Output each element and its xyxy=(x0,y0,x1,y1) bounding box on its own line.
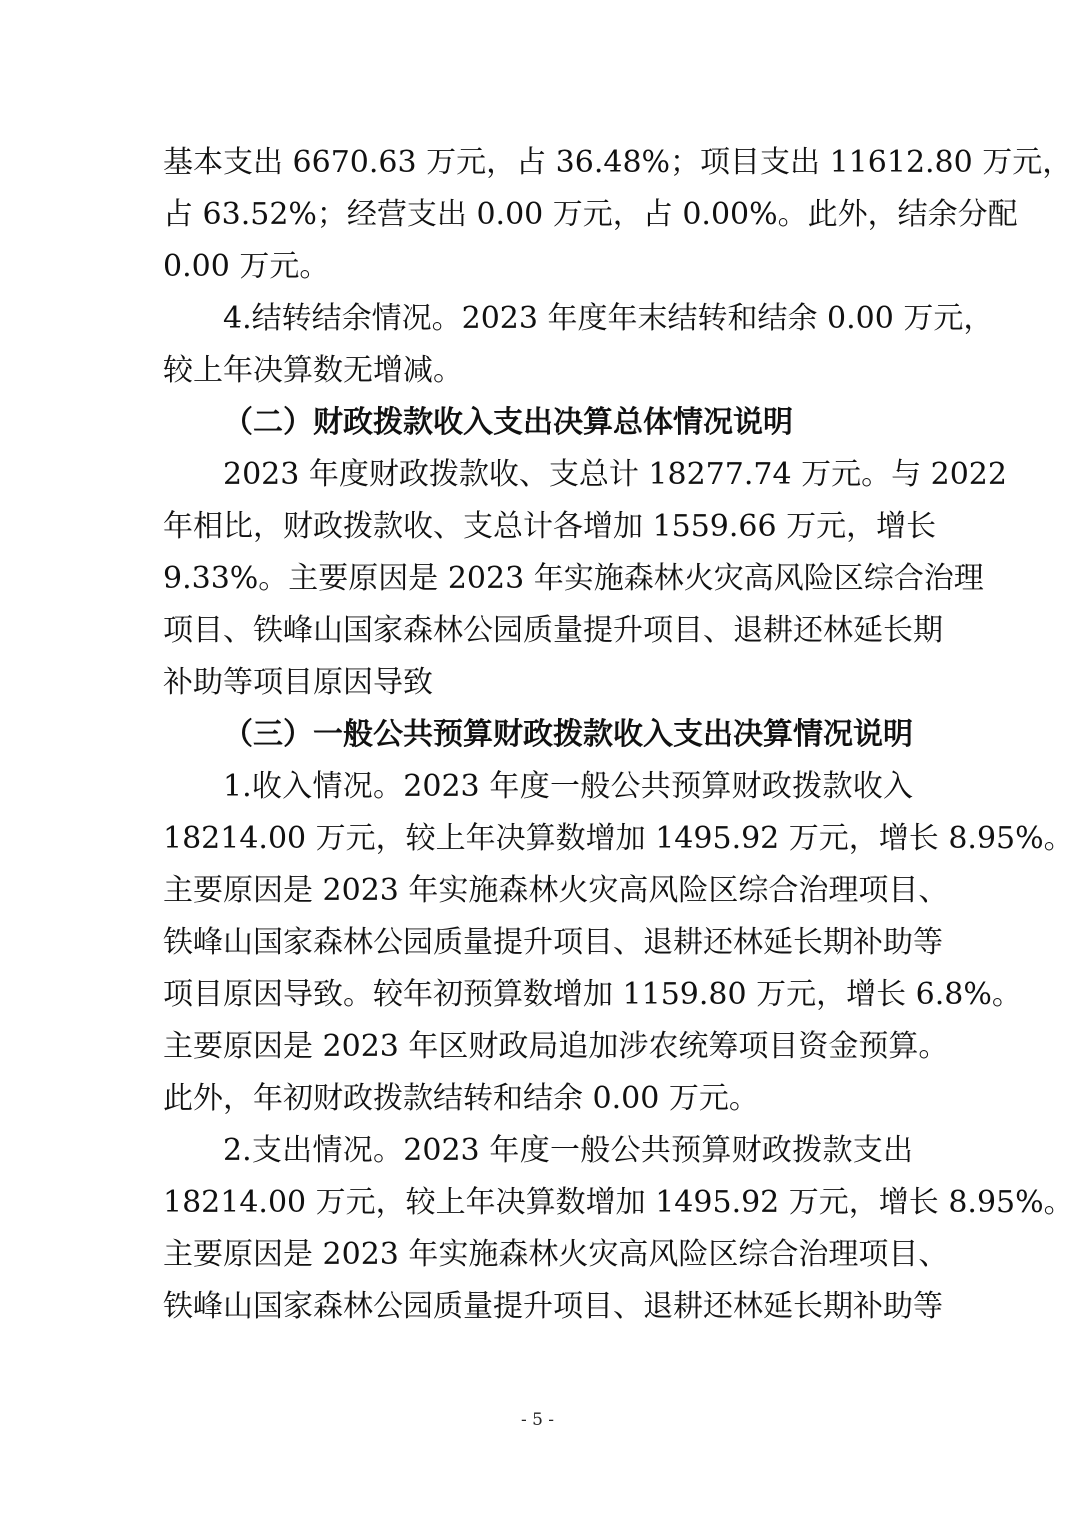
paragraph-line: 18214.00 万元，较上年决算数增加 1495.92 万元，增长 8.95%。 xyxy=(163,821,1074,856)
paragraph-line: 项目、铁峰山国家森林公园质量提升项目、退耕还林延长期 xyxy=(163,613,943,648)
paragraph-line: 2.支出情况。2023 年度一般公共预算财政拨款支出 xyxy=(223,1133,913,1168)
paragraph-line: 1.收入情况。2023 年度一般公共预算财政拨款收入 xyxy=(223,769,913,804)
paragraph-line: 18214.00 万元，较上年决算数增加 1495.92 万元，增长 8.95%。 xyxy=(163,1185,1074,1220)
section-heading: （二）财政拨款收入支出决算总体情况说明 xyxy=(223,405,793,440)
paragraph-line: 主要原因是 2023 年实施森林火灾高风险区综合治理项目、 xyxy=(163,1237,949,1272)
paragraph-line: 2023 年度财政拨款收、支总计 18277.74 万元。与 2022 xyxy=(223,457,1007,492)
paragraph-line: 占 63.52%；经营支出 0.00 万元，占 0.00%。此外，结余分配 xyxy=(163,197,1018,232)
paragraph-line: 较上年决算数无增减。 xyxy=(163,353,463,388)
paragraph-line: 4.结转结余情况。2023 年度年末结转和结余 0.00 万元， xyxy=(223,301,994,336)
page-number: - 5 - xyxy=(520,1410,555,1430)
paragraph-line: 主要原因是 2023 年实施森林火灾高风险区综合治理项目、 xyxy=(163,873,949,908)
paragraph-line: 年相比，财政拨款收、支总计各增加 1559.66 万元，增长 xyxy=(163,509,937,544)
paragraph-line: 主要原因是 2023 年区财政局追加涉农统筹项目资金预算。 xyxy=(163,1029,949,1064)
section-heading: （三）一般公共预算财政拨款收入支出决算情况说明 xyxy=(223,717,913,752)
paragraph-line: 铁峰山国家森林公园质量提升项目、退耕还林延长期补助等 xyxy=(163,925,943,960)
paragraph-line: 铁峰山国家森林公园质量提升项目、退耕还林延长期补助等 xyxy=(163,1289,943,1324)
paragraph-line: 0.00 万元。 xyxy=(163,249,330,284)
paragraph-line: 基本支出 6670.63 万元，占 36.48%；项目支出 11612.80 万元， xyxy=(163,145,1073,180)
paragraph-line: 项目原因导致。较年初预算数增加 1159.80 万元，增长 6.8%。 xyxy=(163,977,1022,1012)
paragraph-line: 补助等项目原因导致 xyxy=(163,665,433,700)
paragraph-line: 此外，年初财政拨款结转和结余 0.00 万元。 xyxy=(163,1081,759,1116)
paragraph-line: 9.33%。主要原因是 2023 年实施森林火灾高风险区综合治理 xyxy=(163,561,984,596)
